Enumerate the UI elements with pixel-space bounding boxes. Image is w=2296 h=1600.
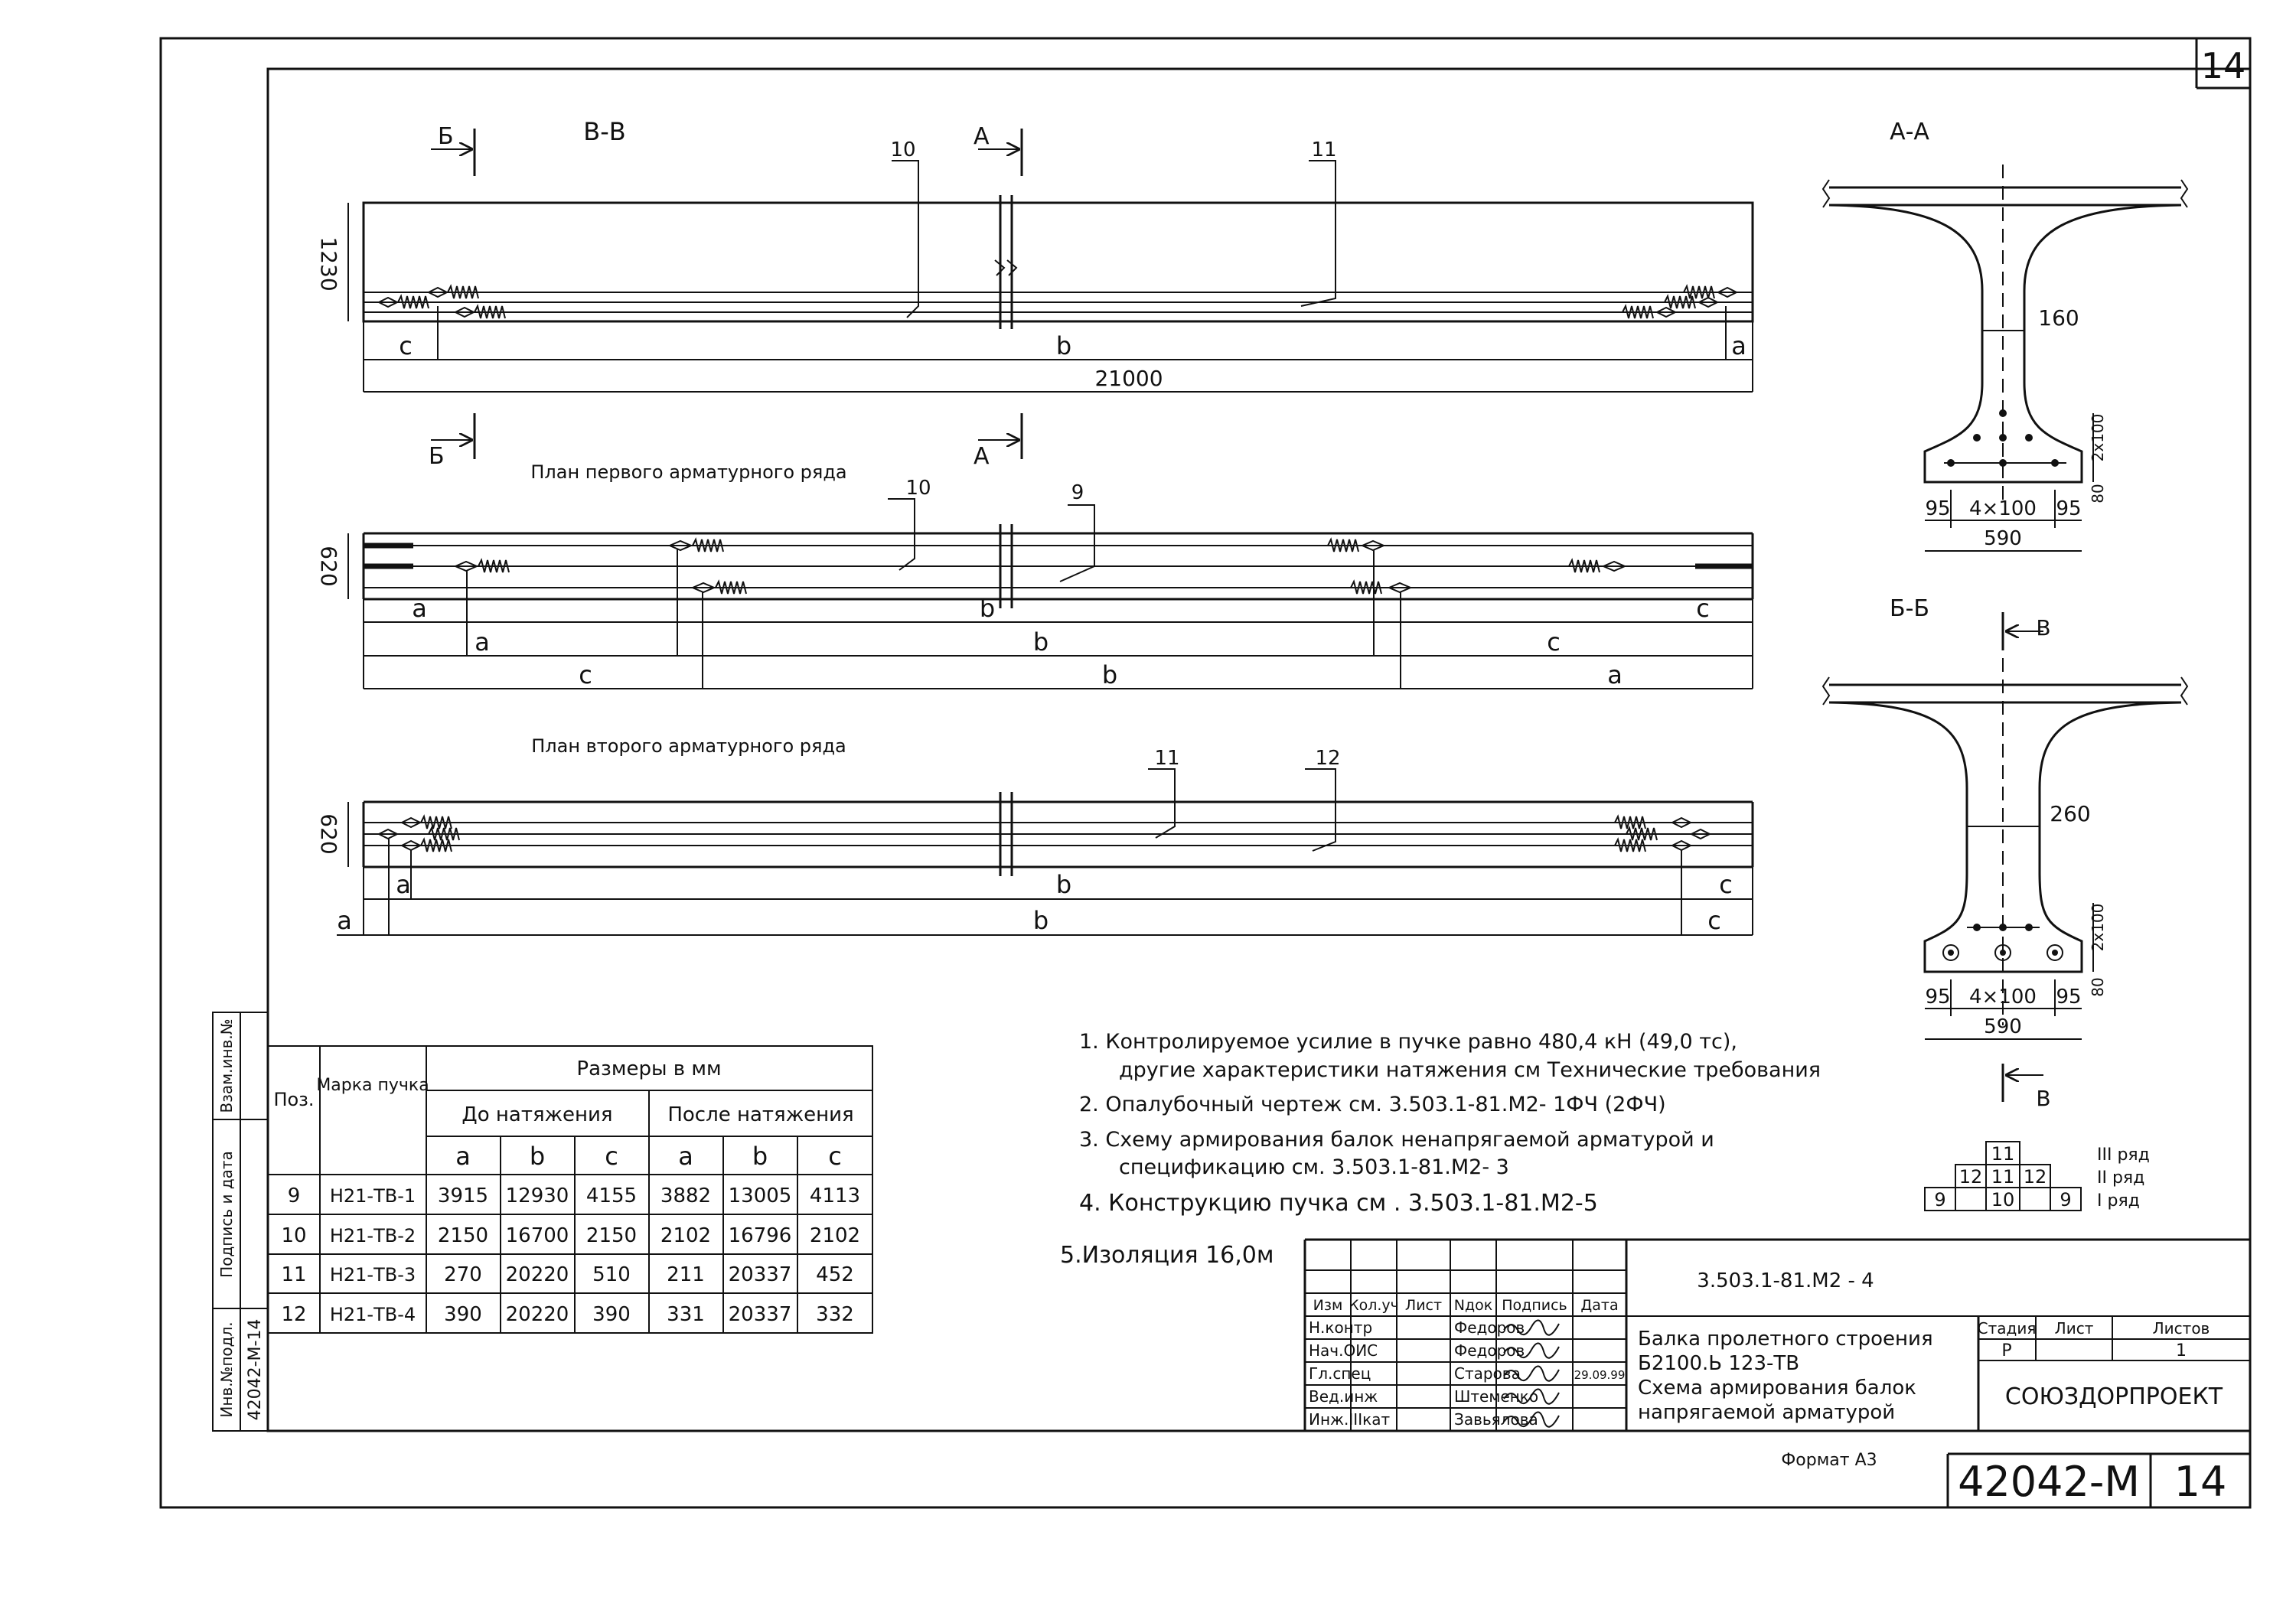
table-subhead-c-2: c [605,1142,618,1171]
tb-code: 3.503.1-81.М2 - 4 [1697,1269,1874,1292]
tb-name-3: Штеменко [1454,1387,1539,1406]
table-cell-r0-c7: 4113 [809,1185,861,1207]
cut-b-top-label: Б [438,123,454,150]
table-cell-r1-c3: 16700 [505,1224,569,1247]
row1-dim-b-3: b [1101,660,1118,689]
tb-head-1: Кол.уч [1349,1297,1399,1314]
table-head-sizes: Размеры в мм [576,1057,722,1080]
leader-11-vv [1301,161,1336,306]
legend-mid-11: 11 [1991,1166,2015,1188]
table-cell-r0-c2: 3915 [437,1185,489,1207]
bb-flange-breaks [1823,677,2187,705]
bb-tendon-m3 [2025,924,2033,931]
row2-dim-620: 620 [316,813,341,855]
tb-format: Формат А3 [1781,1451,1877,1470]
tb-approval-grid [1305,1240,1626,1431]
side-stamp-inv-number: 42042-М-14 [246,1318,265,1421]
corner-sheet-number: 14 [2200,45,2246,86]
table-cell-r2-c5: 211 [667,1263,705,1286]
bb-95-right: 95 [2056,986,2082,1009]
leader-12-row2 [1305,769,1336,851]
note-1b: другие характеристики натяжения см Технические требования [1119,1058,1821,1082]
table-subhead-a-0: a [455,1142,471,1171]
plan-second-row [316,735,1753,935]
section-bb-title: Б-Б [1890,595,1929,622]
row1-dim-620: 620 [316,546,341,587]
bb-tendon-b3-core [2052,950,2058,956]
legend-row-3: III ряд [2097,1145,2150,1165]
table-body [281,1142,860,1326]
table-subhead-b-4: b [752,1142,768,1171]
tb-title-4: напрягаемой арматурой [1638,1401,1896,1424]
aa-590: 590 [1984,527,2022,550]
table-subhead-c-5: c [828,1142,842,1171]
table-cell-r1-c5: 2102 [660,1224,712,1247]
bb-section-outline [1829,702,2181,972]
row1-dim-c-1: c [1696,594,1710,623]
aa-95-right: 95 [2056,497,2082,520]
tb-role-1: Нач.ОИС [1309,1341,1378,1360]
bb-tendon-m1 [1973,924,1981,931]
cut-b-bottom-label: Б [429,443,445,470]
legend-bot-9b: 9 [2060,1189,2072,1211]
table-cell-r1-c1: Н21-ТВ-2 [329,1225,416,1246]
tb-sheets: 1 [2176,1341,2187,1360]
table-cell-r0-c5: 3882 [660,1185,712,1207]
table-cell-r2-c3: 20220 [505,1263,569,1286]
tb-title-3: Схема армирования балок [1638,1377,1916,1400]
table-cell-r3-c4: 390 [592,1303,631,1326]
tb-page: 14 [2174,1458,2227,1506]
table-cell-r2-c7: 452 [816,1263,854,1286]
aa-2x100: 2х100 [2089,413,2107,462]
row2-title: План второго арматурного ряда [531,735,846,757]
tb-title-2: Б2100.Ь 123-ТВ [1638,1352,1800,1375]
aa-80: 80 [2089,484,2107,503]
aa-tendon-top [1999,409,2007,417]
tb-head-0: Изм [1313,1297,1343,1314]
table-cell-r2-c6: 20337 [728,1263,792,1286]
table-cell-r1-c7: 2102 [809,1224,861,1247]
cut-a-top-label: А [974,123,990,150]
tb-sheets-head: Листов [2152,1319,2210,1338]
view-title-vv: В-В [583,117,626,146]
elevation-view-vv [316,117,1753,470]
dim-1230: 1230 [316,236,341,292]
row1-dim-c-3: c [579,660,592,689]
table-cell-r3-c0: 12 [281,1303,307,1326]
table-head-after: После натяжения [667,1103,854,1126]
tb-head-5: Дата [1580,1297,1619,1314]
table-subhead-b-1: b [529,1142,546,1171]
side-stamp [213,1012,268,1431]
table-cell-r3-c3: 20220 [505,1303,569,1326]
cut-v-bottom-label: В [2036,1086,2051,1111]
row1-dim-a-2: a [475,627,490,657]
legend-top-11: 11 [1991,1143,2015,1165]
side-stamp-signature: Подпись и дата [217,1151,236,1278]
tb-role-2: Гл.спец [1309,1364,1371,1383]
side-stamp-vzam: Взам.инв.№ [217,1018,236,1113]
bb-tendon-m2 [1999,924,2007,931]
tb-doc-no: 42042-М [1958,1458,2140,1506]
table-subhead-a-3: a [678,1142,693,1171]
tb-name-1: Федоров [1454,1341,1525,1360]
title-block [1305,1240,2250,1507]
tb-stage-head: Стадия [1977,1319,2037,1338]
row1-dim-b-2: b [1032,627,1049,657]
table-head-before: До натяжения [461,1103,613,1126]
dim-a-vv: a [1731,331,1746,360]
aa-flange-breaks [1823,180,2187,207]
table-cell-r1-c2: 2150 [437,1224,489,1247]
note-1a: 1. Контролируемое усилие в пучке равно 480,4 кН (49,0 тс), [1079,1030,1737,1054]
section-aa-title: А-А [1890,119,1929,145]
table-cell-r2-c4: 510 [592,1263,631,1286]
row2-dim-a-1: a [396,870,411,899]
row2-dim-c-1: c [1719,870,1733,899]
row1-dim-a-3: a [1607,660,1623,689]
table-cell-r0-c3: 12930 [505,1185,569,1207]
marker-11-row2: 11 [1154,747,1180,770]
side-stamp-inv: Инв.№подл. [217,1321,236,1418]
note-3a: 3. Схему армирования балок ненапрягаемой арматурой и [1079,1128,1714,1152]
notes [1060,1030,1821,1269]
bb-590: 590 [1984,1015,2022,1038]
tb-org: СОЮЗДОРПРОЕКТ [2004,1383,2223,1410]
note-4: 4. Конструкцию пучка см . 3.503.1-81.М2-5 [1079,1190,1598,1217]
aa-flange-lines [1829,187,2181,205]
note-5: 5.Изоляция 16,0м [1060,1242,1274,1269]
bb-web-260: 260 [2050,801,2091,826]
bb-tendon-b2-core [2000,950,2006,956]
table-cell-r1-c4: 2150 [585,1224,638,1247]
marker-10-row1: 10 [905,477,931,500]
dim-21000: 21000 [1094,366,1163,391]
row2-dim-b-1: b [1055,870,1072,899]
marker-10-vv: 10 [890,138,916,161]
table-cell-r3-c1: Н21-ТВ-4 [329,1304,416,1325]
row1-dim-b-1: b [979,594,996,623]
table-cell-r3-c2: 390 [444,1303,482,1326]
aa-tendon-m2 [1999,434,2007,442]
leader-11-row2 [1148,769,1175,838]
legend-row-1: I ряд [2097,1191,2140,1211]
table-cell-r3-c7: 332 [816,1303,854,1326]
tb-sheet-head: Лист [2054,1319,2094,1338]
table-cell-r0-c6: 13005 [728,1185,792,1207]
tension-table [268,1046,872,1333]
tb-role-0: Н.контр [1309,1318,1373,1337]
tb-name-4: Завьялова [1454,1410,1538,1429]
legend-bot-9a: 9 [1934,1189,1946,1211]
tb-role-4: Инж.IIIкат [1309,1410,1391,1429]
outer-frame [161,38,2250,1507]
tb-name-0: Федоров [1454,1318,1525,1337]
aa-tendon-m3 [2025,434,2033,442]
bb-2x100: 2х100 [2089,903,2107,952]
tb-head-3: Nдок [1453,1297,1493,1314]
cut-a-bottom-label: А [974,443,990,470]
table-head-mark: Марка пучка [316,1076,429,1095]
legend-mid-12a: 12 [1958,1166,1983,1188]
row1-title: План первого арматурного ряда [530,461,847,483]
cut-v-top-label: В [2036,615,2051,640]
table-cell-r3-c6: 20337 [728,1303,792,1326]
tb-stage: Р [2001,1341,2012,1360]
cross-section-aa [1823,119,2187,551]
leader-10-vv [892,161,918,318]
bb-95-left: 95 [1925,986,1951,1009]
table-cell-r0-c1: Н21-ТВ-1 [329,1185,416,1207]
bb-flange-lines [1829,685,2181,702]
row2-dim-a-2: a [337,906,352,935]
note-3b: спецификацию см. 3.503.1-81.М2- 3 [1119,1155,1509,1179]
leader-9-row1 [1060,505,1094,582]
tb-date: 29.09.99 [1574,1368,1626,1382]
tb-head-2: Лист [1404,1297,1443,1314]
table-cell-r0-c0: 9 [287,1185,301,1207]
row1-dim-c-2: c [1547,627,1561,657]
row2-dim-b-2: b [1032,906,1049,935]
aa-95-left: 95 [1925,497,1951,520]
marker-12-row2: 12 [1315,747,1341,770]
bb-4x100: 4×100 [1969,986,2037,1009]
table-cell-r0-c4: 4155 [585,1185,638,1207]
note-2: 2. Опалубочный чертеж см. 3.503.1-81.М2- 1ФЧ (2ФЧ) [1079,1093,1666,1116]
dim-c-vv: c [399,331,413,360]
table-cell-r1-c0: 10 [281,1224,307,1247]
tb-head-4: Подпись [1502,1297,1567,1314]
marker-11-vv: 11 [1311,138,1337,161]
aa-web-160: 160 [2038,305,2079,331]
dim-b-vv: b [1055,331,1072,360]
aa-tendon-m1 [1973,434,1981,442]
break-mark [995,260,1016,275]
tb-role-3: Вед.инж [1309,1387,1378,1406]
table-cell-r1-c6: 16796 [728,1224,792,1247]
table-cell-r2-c2: 270 [444,1263,482,1286]
bb-tendon-b1-core [1948,950,1954,956]
legend-row-2: II ряд [2097,1168,2145,1188]
table-cell-r3-c5: 331 [667,1303,705,1326]
legend-mid-12b: 12 [2023,1166,2047,1188]
row1-dim-a-1: a [412,594,427,623]
bb-80: 80 [2089,977,2107,997]
aa-4x100: 4×100 [1969,497,2037,520]
row2-dim-c-2: c [1707,906,1721,935]
plan-first-row [316,461,1753,689]
table-head-pos: Поз. [273,1089,315,1110]
cross-section-bb [1823,595,2187,1111]
rows-legend [1925,1142,2150,1211]
tb-title-1: Балка пролетного строения [1638,1328,1933,1351]
tb-name-2: Старова [1454,1364,1521,1383]
table-cell-r2-c1: Н21-ТВ-3 [329,1264,416,1286]
legend-bot-10: 10 [1991,1189,2015,1211]
marker-9-row1: 9 [1071,481,1084,504]
table-cell-r2-c0: 11 [281,1263,307,1286]
beam-elevation-outline [364,203,1753,321]
